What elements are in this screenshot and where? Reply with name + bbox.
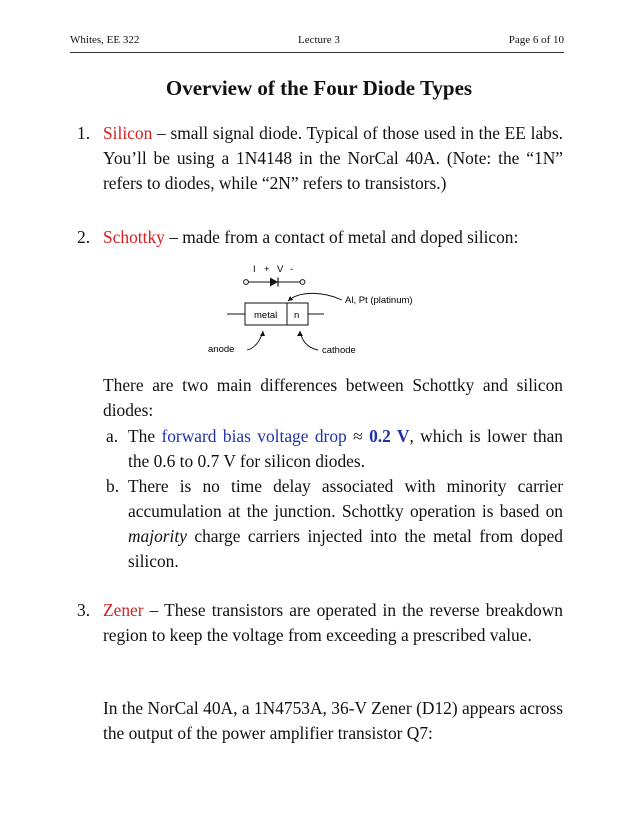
term-schottky: Schottky: [103, 227, 165, 247]
list-marker-a: a.: [106, 426, 119, 446]
item-schottky: [103, 225, 563, 250]
term-zener: Zener: [103, 600, 144, 620]
label-cathode: cathode: [322, 345, 356, 356]
page-title: Overview of the Four Diode Types: [165, 76, 473, 100]
label-plus: +: [264, 264, 270, 275]
term-silicon: Silicon: [103, 123, 153, 143]
item-zener: [103, 598, 563, 648]
cathode-arrow: [300, 331, 318, 350]
item-silicon-text: – small signal diode. Typical of those used in the EE labs. You’ll be using a 1N4148 in the NorCal 40A. (Note: the “1N” refers to diodes, while “2N” refers to transistors.): [103, 123, 563, 193]
annotation-arrowhead: [288, 296, 293, 301]
difference-b-pre: There is no time delay associated with minority carrier accumulation at the junction. Schottky operation is based on: [128, 476, 563, 521]
annotation-arrow: [288, 293, 342, 301]
schottky-intro: There are two main differences between Schottky and silicon diodes:: [103, 375, 563, 420]
list-marker-b: b.: [106, 476, 120, 496]
header-page-number: Page 6 of 10: [508, 34, 564, 46]
label-minus: -: [290, 264, 294, 275]
item-number-1: 1.: [77, 123, 91, 143]
forward-bias-term: forward bias voltage drop: [161, 426, 347, 446]
difference-b: [128, 474, 563, 574]
diode-symbol: [244, 278, 305, 287]
header-rule: [70, 52, 564, 53]
item-schottky-text: – made from a contact of metal and doped silicon:: [164, 227, 519, 247]
majority-term: majority: [128, 526, 187, 546]
schottky-diagram: [200, 258, 470, 362]
forward-drop-value: 0.2 V: [369, 426, 410, 446]
item-number-2: 2.: [77, 227, 91, 247]
label-n: n: [294, 310, 300, 321]
difference-a-pre: The: [128, 426, 162, 446]
difference-b-post: charge carriers injected into the metal from doped silicon.: [128, 526, 563, 571]
page-header: [70, 34, 564, 50]
label-metal: metal: [254, 310, 278, 321]
label-current: I: [253, 264, 256, 275]
cathode-arrowhead: [297, 331, 303, 336]
item-number-3: 3.: [77, 600, 91, 620]
label-voltage: V: [277, 264, 284, 275]
header-course: Whites, EE 322: [70, 34, 140, 46]
item-zener-text: – These transistors are operated in the reverse breakdown region to keep the voltage from exceeding a prescribed value.: [103, 600, 563, 645]
label-annotation: Al, Pt (platinum): [345, 295, 413, 306]
item-silicon: [103, 121, 563, 196]
difference-a-post: , which is lower than the 0.6 to 0.7 V for silicon diodes.: [128, 426, 563, 471]
approx-sign: ≈: [346, 426, 370, 446]
zener-note: In the NorCal 40A, a 1N4753A, 36-V Zener (D12) appears across the output of the power amplifier transistor Q7:: [103, 698, 563, 743]
difference-a: [128, 424, 563, 474]
header-lecture: Lecture 3: [298, 34, 340, 46]
label-anode: anode: [208, 344, 235, 355]
anode-arrow: [247, 331, 263, 350]
